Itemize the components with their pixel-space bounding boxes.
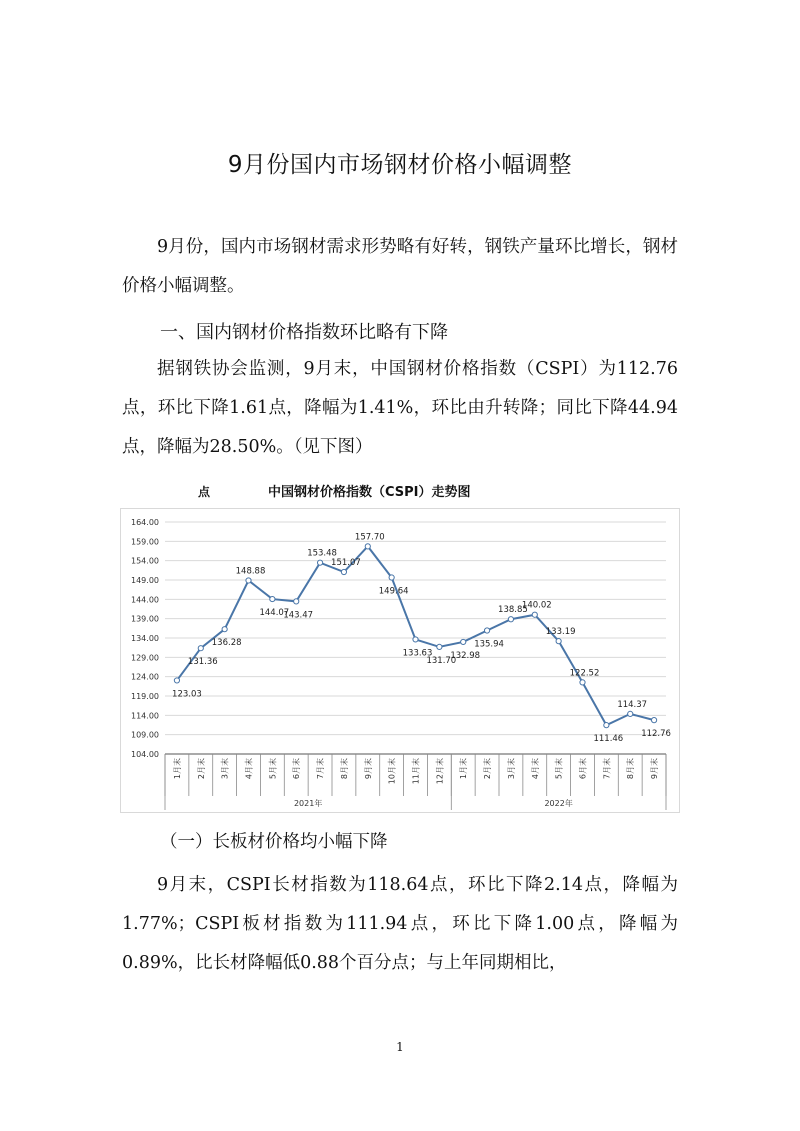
x-tick-label: 2月末: [196, 758, 206, 780]
y-tick-label: 129.00: [131, 653, 159, 663]
data-label: 144.07: [259, 608, 290, 619]
intro-paragraph: 9月份，国内市场钢材需求形势略有好转，钢铁产量环比增长，钢材价格小幅调整。: [122, 237, 678, 296]
subsection-paragraph: 9月末，CSPI长材指数为118.64点，环比下降2.14点，降幅为1.77%；CSPI板材指数为111.94点，环比下降1.00点，降幅为0.89%，比长材降幅低0.88个百分点；与上年同期相比，: [122, 875, 678, 973]
x-tick-label: 11月末: [411, 758, 421, 785]
x-tick-label: 8月末: [626, 758, 636, 780]
x-tick-label: 1月末: [459, 758, 469, 780]
data-label: 135.94: [474, 639, 504, 650]
year-group-label: 2021年: [293, 799, 323, 808]
year-group-labels: [294, 798, 573, 808]
x-tick-label: 9月末: [650, 758, 660, 780]
data-point: [270, 596, 275, 601]
y-tick-label: 109.00: [131, 730, 159, 740]
data-point: [198, 646, 203, 651]
x-tick-label: 12月末: [435, 758, 445, 785]
page-number: 1: [396, 1040, 404, 1054]
y-tick-label: 119.00: [131, 692, 159, 701]
x-tick-label: 7月末: [602, 758, 612, 780]
subsection-heading: （一）长板材价格均小幅下降: [160, 832, 388, 852]
x-tick-label: 6月末: [578, 758, 588, 780]
x-tick-labels: [172, 758, 659, 784]
data-point: [222, 627, 227, 632]
y-tick-label: 154.00: [131, 556, 159, 566]
y-tick-label: 134.00: [131, 634, 159, 643]
data-label: 149.64: [378, 586, 409, 597]
x-tick-label: 3月末: [506, 758, 516, 780]
y-tick-label: 159.00: [131, 537, 159, 547]
cspi-line-chart: [120, 478, 680, 813]
y-tick-label: 139.00: [131, 614, 159, 624]
y-tick-label: 124.00: [131, 672, 159, 682]
data-point: [437, 644, 442, 649]
x-tick-label: 10月末: [387, 758, 397, 785]
cspi-chart: [120, 478, 680, 813]
x-tick-label: 5月末: [554, 758, 564, 780]
data-label: 131.70: [426, 655, 457, 666]
section-paragraph: 据钢铁协会监测，9月末，中国钢材价格指数（CSPI）为112.76点，环比下降1.61点，降幅为1.41%，环比由升转降；同比下降44.94点，降幅为28.50%。（见下图）: [122, 359, 678, 457]
data-label: 114.37: [617, 699, 648, 710]
data-point: [508, 617, 513, 622]
data-point: [294, 599, 299, 604]
data-label: 136.28: [211, 638, 242, 649]
y-tick-label: 149.00: [131, 576, 159, 585]
y-tick-label: 144.00: [131, 595, 159, 605]
x-tick-label: 7月末: [316, 758, 326, 780]
data-point: [556, 639, 561, 644]
data-label: 153.48: [307, 548, 337, 559]
x-tick-label: 5月末: [268, 758, 278, 780]
data-label: 133.63: [402, 648, 433, 659]
x-tick-label: 9月末: [363, 758, 373, 780]
x-tick-label: 4月末: [244, 758, 254, 780]
data-point: [317, 560, 322, 565]
data-label: 133.19: [545, 627, 576, 638]
data-label: 123.03: [172, 689, 202, 700]
data-label: 122.52: [569, 668, 600, 679]
data-point: [484, 628, 489, 633]
data-label: 111.46: [593, 734, 624, 745]
page-title: 9月份国内市场钢材价格小幅调整: [227, 152, 573, 178]
data-point: [628, 711, 633, 716]
data-label: 148.88: [235, 566, 266, 577]
data-label: 131.36: [187, 657, 218, 668]
data-point: [413, 637, 418, 642]
x-tick-label: 3月末: [220, 758, 230, 780]
data-label: 112.76: [641, 729, 671, 740]
y-tick-label: 164.00: [131, 518, 159, 527]
data-label: 138.85: [498, 605, 528, 616]
y-tick-label: 104.00: [131, 750, 159, 759]
data-point: [532, 612, 537, 617]
year-group-label: 2022年: [544, 799, 573, 808]
x-tick-label: 8月末: [339, 758, 349, 780]
data-point: [246, 578, 251, 583]
data-point: [461, 639, 466, 644]
data-point: [174, 678, 179, 683]
x-tick-label: 1月末: [172, 758, 182, 780]
x-tick-label: 6月末: [292, 758, 302, 780]
section-heading: 一、国内钢材价格指数环比略有下降: [160, 322, 448, 343]
data-label: 143.47: [283, 610, 314, 621]
data-point: [651, 718, 656, 723]
chart-unit-label: 点: [198, 485, 211, 499]
chart-title: 中国钢材价格指数（CSPI）走势图: [268, 485, 471, 500]
x-tick-label: 2月末: [483, 758, 493, 780]
data-label: 132.98: [450, 650, 481, 661]
data-point: [365, 544, 370, 549]
data-point: [604, 723, 609, 728]
data-label: 140.02: [521, 600, 552, 611]
data-point: [341, 569, 346, 574]
data-label: 157.70: [354, 532, 385, 543]
y-tick-label: 114.00: [131, 711, 159, 721]
x-tick-label: 4月末: [530, 758, 540, 780]
data-point: [580, 680, 585, 685]
data-label: 151.07: [331, 557, 361, 568]
data-point: [389, 575, 394, 580]
